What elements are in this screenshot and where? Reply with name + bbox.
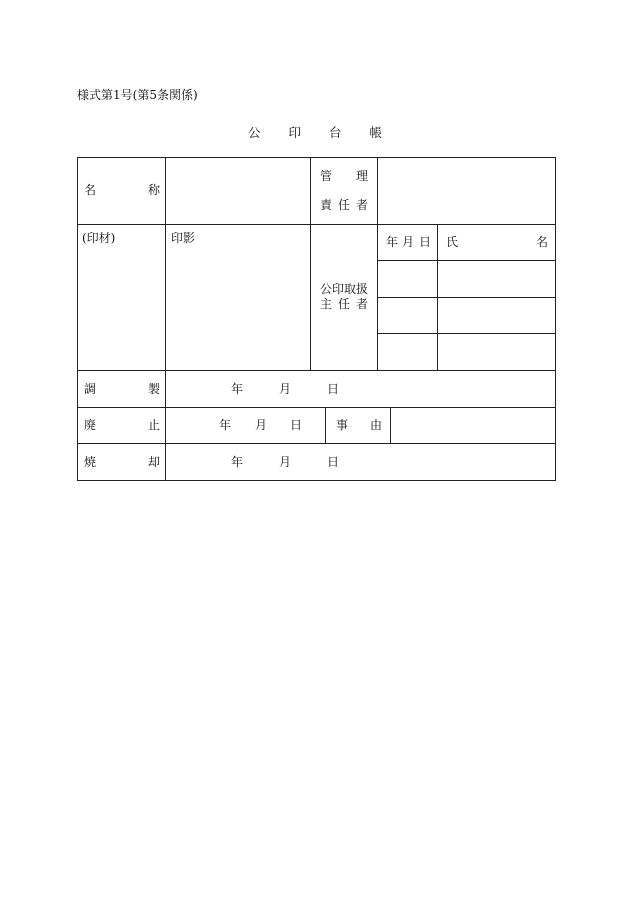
table-border-right bbox=[555, 157, 556, 481]
table-rule bbox=[437, 224, 438, 371]
table-border-top bbox=[77, 157, 556, 158]
date-header: 年 bbox=[386, 235, 399, 249]
table-rule bbox=[77, 443, 556, 444]
seal-officer-label: 者 bbox=[356, 297, 369, 311]
date-unit: 年 bbox=[219, 418, 232, 432]
date-header: 日 bbox=[419, 235, 432, 249]
manager-label: 者 bbox=[356, 198, 369, 212]
date-unit: 年 bbox=[231, 455, 244, 469]
name-header: 名 bbox=[536, 235, 549, 249]
table-rule bbox=[325, 407, 326, 444]
table-rule bbox=[310, 157, 311, 371]
table-rule bbox=[377, 297, 556, 298]
table-rule bbox=[390, 407, 391, 444]
name-label: 名 bbox=[84, 183, 97, 197]
reason-label: 事 bbox=[336, 418, 349, 432]
table-rule bbox=[77, 407, 556, 408]
date-unit: 月 bbox=[279, 382, 292, 396]
table-rule bbox=[77, 370, 556, 371]
name-header: 氏 bbox=[446, 235, 459, 249]
form-number-label: 様式第1号(第5条関係) bbox=[77, 88, 198, 102]
table-border-left bbox=[77, 157, 78, 481]
made-label: 製 bbox=[148, 382, 161, 396]
manager-label: 任 bbox=[338, 198, 351, 212]
table-border-bottom bbox=[77, 480, 556, 481]
date-unit: 年 bbox=[231, 382, 244, 396]
title-char: 帳 bbox=[369, 125, 383, 140]
table-rule bbox=[377, 157, 378, 371]
seal-officer-label: 主 bbox=[320, 297, 333, 311]
date-unit: 日 bbox=[327, 455, 340, 469]
title-char: 印 bbox=[288, 125, 301, 140]
table-rule bbox=[77, 224, 556, 225]
title-char: 公 bbox=[247, 125, 261, 140]
date-header: 月 bbox=[402, 235, 415, 249]
reason-label: 由 bbox=[370, 418, 383, 432]
date-unit: 日 bbox=[327, 382, 340, 396]
burned-label: 焼 bbox=[84, 455, 97, 469]
abolished-label: 止 bbox=[148, 418, 161, 432]
seal-impression-label: 印影 bbox=[171, 231, 196, 245]
seal-material-label: (印材) bbox=[82, 231, 116, 245]
name-label: 称 bbox=[148, 183, 161, 197]
date-unit: 日 bbox=[290, 418, 303, 432]
manager-label: 責 bbox=[320, 198, 333, 212]
table-rule bbox=[377, 260, 556, 261]
manager-label: 管 bbox=[320, 169, 333, 183]
table-rule bbox=[165, 157, 166, 481]
date-unit: 月 bbox=[279, 455, 292, 469]
seal-officer-label: 公印取扱 bbox=[320, 282, 369, 296]
burned-label: 却 bbox=[148, 455, 161, 469]
made-label: 調 bbox=[84, 382, 97, 396]
seal-officer-label: 任 bbox=[338, 297, 351, 311]
table-rule bbox=[377, 333, 556, 334]
manager-label: 理 bbox=[356, 169, 369, 183]
title-char: 台 bbox=[329, 125, 342, 140]
page-title bbox=[0, 123, 630, 141]
abolished-label: 廃 bbox=[84, 418, 97, 432]
date-unit: 月 bbox=[255, 418, 268, 432]
